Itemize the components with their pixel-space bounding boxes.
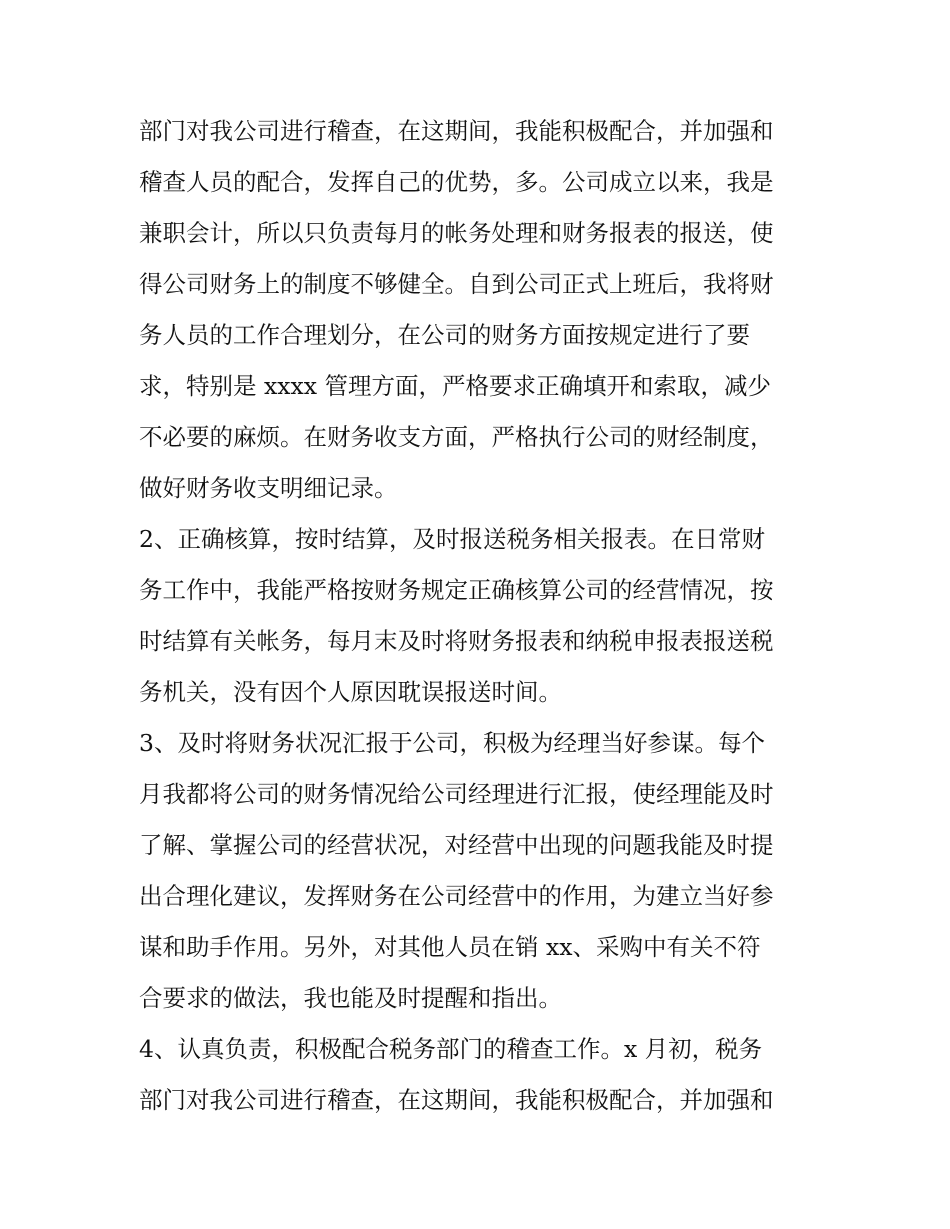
text-line: 兼职会计，所以只负责每月的帐务处理和财务报表的报送，使: [139, 219, 774, 247]
text-line: 出合理化建议，发挥财务在公司经营中的作用，为建立当好参: [139, 882, 774, 910]
text-line: 部门对我公司进行稽查，在这期间，我能积极配合，并加强和: [139, 117, 774, 145]
text-line: 务人员的工作合理划分，在公司的财务方面按规定进行了要: [139, 321, 750, 349]
text-line: 月我都将公司的财务情况给公司经理进行汇报，使经理能及时: [139, 780, 774, 808]
text-line: 稽查人员的配合，发挥自己的优势，多。公司成立以来，我是: [139, 168, 774, 196]
text-line: 务工作中，我能严格按财务规定正确核算公司的经营情况，按: [139, 576, 774, 604]
text-line: 做好财务收支明细记录。: [139, 474, 398, 502]
text-line: 部门对我公司进行稽查，在这期间，我能积极配合，并加强和: [139, 1086, 774, 1114]
text-line: 时结算有关帐务，每月末及时将财务报表和纳税申报表报送税: [139, 627, 774, 655]
text-line: 3、及时将财务状况汇报于公司，积极为经理当好参谋。每个: [139, 729, 765, 757]
text-line: 了解、掌握公司的经营状况，对经营中出现的问题我能及时提: [139, 831, 774, 859]
document-body: [139, 106, 819, 1126]
text-line: 求，特别是 xxxx 管理方面，严格要求正确填开和索取，减少: [139, 372, 771, 400]
text-line: 4、认真负责，积极配合税务部门的稽查工作。x 月初，税务: [139, 1035, 763, 1063]
text-line: 谋和助手作用。另外，对其他人员在销 xx、采购中有关不符: [139, 933, 761, 961]
text-line: 务机关，没有因个人原因耽误报送时间。: [139, 678, 562, 706]
text-line: 得公司财务上的制度不够健全。自到公司正式上班后，我将财: [139, 270, 774, 298]
text-line: 不必要的麻烦。在财务收支方面，严格执行公司的财经制度，: [139, 423, 774, 451]
text-line: 合要求的做法，我也能及时提醒和指出。: [139, 984, 562, 1012]
text-line: 2、正确核算，按时结算，及时报送税务相关报表。在日常财: [139, 525, 765, 553]
